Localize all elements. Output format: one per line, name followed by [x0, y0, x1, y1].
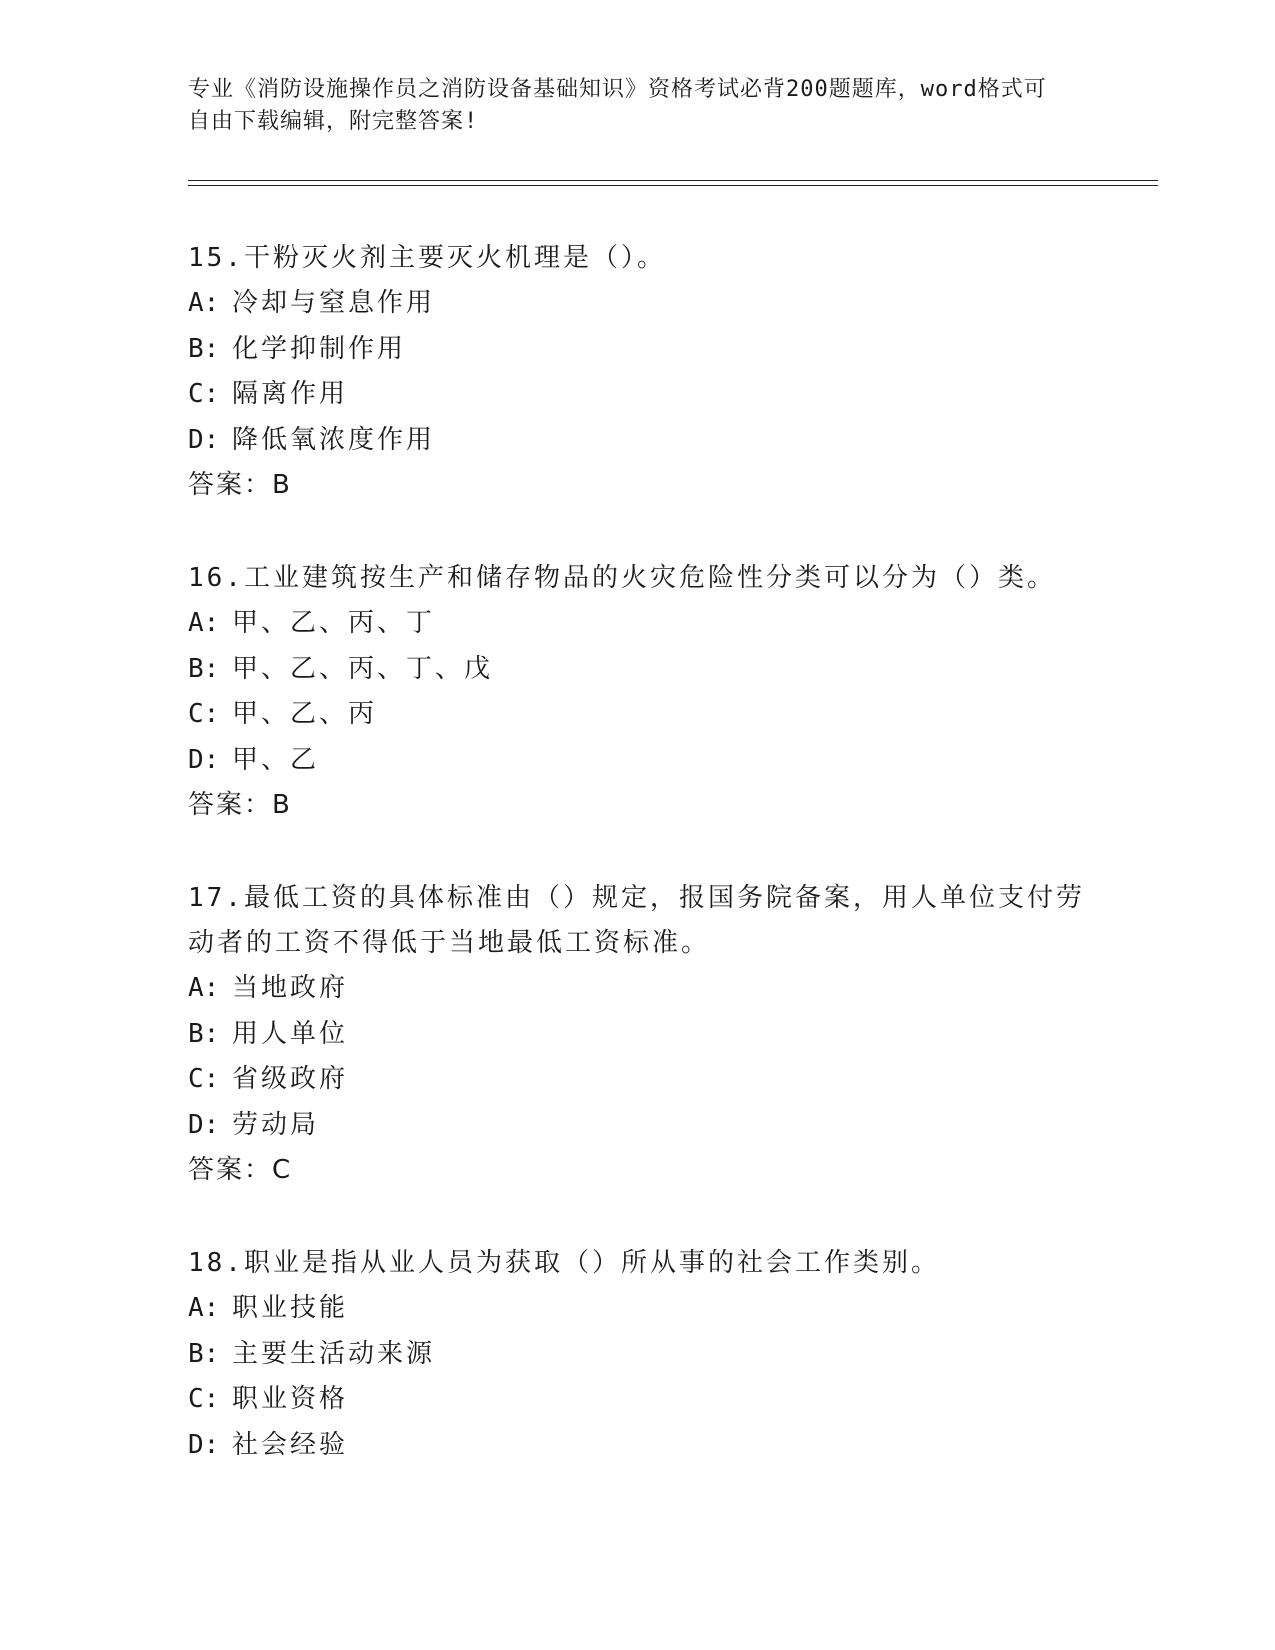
option-c: [188, 1377, 1088, 1423]
answer-line: 答案：B: [188, 470, 292, 500]
question-stem: 16.工业建筑按生产和储存物品的火灾危险性分类可以分为（）类。: [188, 563, 1056, 593]
header-divider-top: [188, 180, 1158, 181]
option-a: [188, 601, 1088, 647]
option-b: [188, 1332, 1088, 1378]
option-text: 降低氧浓度作用: [232, 424, 436, 455]
option-letter: D:: [188, 424, 220, 455]
option-letter: B:: [188, 653, 220, 684]
question-15: [188, 236, 1088, 508]
option-b: [188, 1012, 1088, 1058]
option-letter: A:: [188, 608, 220, 638]
question-stem: 15.干粉灭火剂主要灭火机理是（）。: [188, 243, 666, 273]
option-text: 甲、乙、丙、丁、戊: [232, 653, 494, 684]
option-text: 甲、乙: [232, 744, 320, 775]
header-divider-bottom: [188, 185, 1158, 186]
option-text: 冷却与窒息作用: [232, 288, 436, 318]
answer-line: 答案：C: [188, 1155, 293, 1185]
option-text: 社会经验: [232, 1429, 349, 1460]
option-text: 化学抑制作用: [232, 333, 407, 364]
option-text: 省级政府: [232, 1064, 349, 1094]
option-text: 甲、乙、丙: [232, 699, 378, 729]
option-text: 职业资格: [232, 1384, 349, 1414]
option-d: [188, 418, 1088, 464]
option-letter: C:: [188, 1064, 220, 1094]
option-c: [188, 692, 1088, 738]
option-letter: D:: [188, 1429, 220, 1460]
option-d: [188, 1423, 1088, 1469]
option-letter: B:: [188, 1018, 220, 1049]
option-text: 当地政府: [232, 973, 349, 1003]
option-d: [188, 1103, 1088, 1149]
option-letter: A:: [188, 288, 220, 318]
option-letter: B:: [188, 333, 220, 364]
option-c: [188, 1057, 1088, 1103]
option-letter: A:: [188, 973, 220, 1003]
answer-line: 答案：B: [188, 790, 292, 820]
question-stem: 18.职业是指从业人员为获取（）所从事的社会工作类别。: [188, 1248, 940, 1278]
option-b: [188, 647, 1088, 693]
question-17: [188, 876, 1088, 1193]
option-a: [188, 1286, 1088, 1332]
option-b: [188, 327, 1088, 373]
question-stem: 17.最低工资的具体标准由（）规定，报国务院备案，用人单位支付劳动者的工资不得低于当地最低工资标准。: [188, 883, 1085, 958]
option-a: [188, 281, 1088, 327]
option-letter: A:: [188, 1293, 220, 1323]
option-text: 劳动局: [232, 1109, 320, 1140]
option-letter: D:: [188, 744, 220, 775]
option-c: [188, 372, 1088, 418]
question-list: [188, 236, 1088, 1516]
option-letter: C:: [188, 379, 220, 409]
option-text: 职业技能: [232, 1293, 349, 1323]
option-letter: C:: [188, 1384, 220, 1414]
option-text: 隔离作用: [232, 379, 349, 409]
option-d: [188, 738, 1088, 784]
option-letter: D:: [188, 1109, 220, 1140]
option-letter: C:: [188, 699, 220, 729]
option-a: [188, 966, 1088, 1012]
question-18: [188, 1241, 1088, 1468]
question-16: [188, 556, 1088, 828]
option-text: 主要生活动来源: [232, 1338, 436, 1369]
option-text: 用人单位: [232, 1018, 349, 1049]
option-letter: B:: [188, 1338, 220, 1369]
option-text: 甲、乙、丙、丁: [232, 608, 436, 638]
document-intro: 专业《消防设施操作员之消防设备基础知识》资格考试必背200题题库，word格式可自由下载编辑，附完整答案!: [188, 77, 1047, 134]
